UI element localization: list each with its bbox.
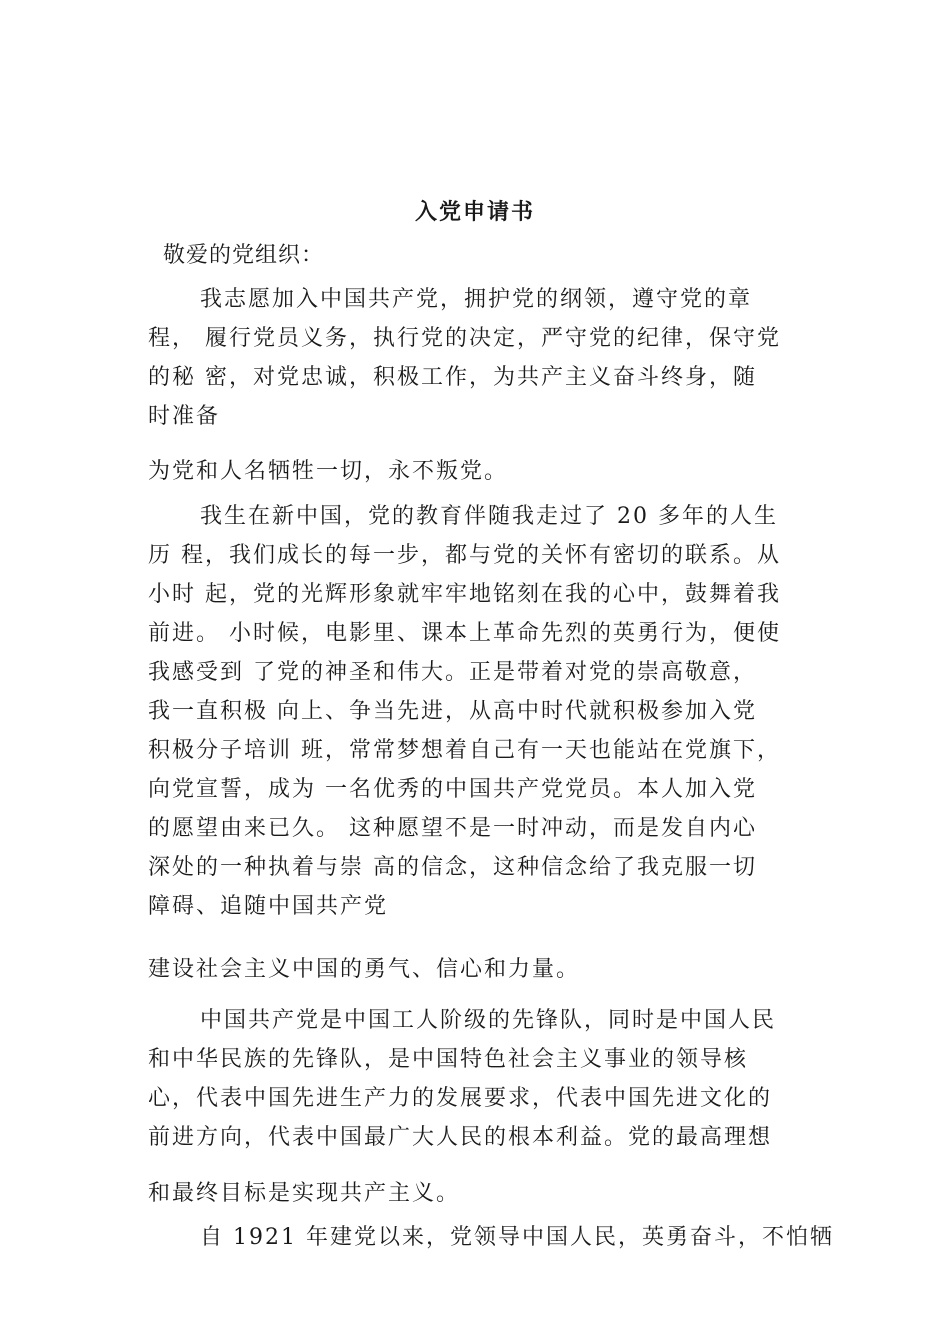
paragraph-continuation-2 xyxy=(148,950,813,989)
paragraph-line: 障碍、追随中国共产党 xyxy=(148,894,389,919)
paragraph-line: 心，代表中国先进生产力的发展要求，代表中国先进文化的 xyxy=(148,1086,773,1111)
paragraph-continuation-3 xyxy=(148,1174,813,1213)
document-title: 入党申请书 xyxy=(414,199,535,225)
paragraph-line: 和中华民族的先锋队，是中国特色社会主义事业的领导核 xyxy=(148,1047,749,1072)
paragraph-1 xyxy=(148,280,813,436)
paragraph-line: 自 1921 年建党以来，党领导中国人民，英勇奋斗，不怕牺 xyxy=(200,1225,834,1250)
paragraph-line: 积极分子培训 班，常常梦想着自己有一天也能站在党旗下， xyxy=(148,738,781,763)
paragraph-continuation-1 xyxy=(148,452,813,491)
paragraph-line: 时准备 xyxy=(148,404,221,429)
paragraph-line: 建设社会主义中国的勇气、信心和力量。 xyxy=(148,957,581,982)
paragraph-line: 我一直积极 向上、争当先进，从高中时代就积极参加入党 xyxy=(148,699,757,724)
salutation: 敬爱的党组织： xyxy=(163,243,325,268)
paragraph-line: 前进。 小时候，电影里、课本上革命先烈的英勇行为，便使 xyxy=(148,621,781,646)
paragraph-line: 我感受到 了党的神圣和伟大。正是带着对党的崇高敬意， xyxy=(148,660,757,685)
paragraph-line: 前进方向，代表中国最广大人民的根本利益。党的最高理想 xyxy=(148,1125,773,1150)
paragraph-line: 我志愿加入中国共产党，拥护党的纲领，遵守党的章 xyxy=(200,287,753,312)
paragraph-line: 为党和人名牺牲一切，永不叛党。 xyxy=(148,459,509,484)
paragraph-line: 向党宣誓，成为 一名优秀的中国共产党党员。本人加入党 xyxy=(148,777,757,802)
paragraph-line: 程， 履行党员义务，执行党的决定，严守党的纪律，保守党 xyxy=(148,326,781,351)
paragraph-line: 小时 起，党的光辉形象就牢牢地铭刻在我的心中，鼓舞着我 xyxy=(148,582,781,607)
paragraph-line: 我生在新中国，党的教育伴随我走过了 20 多年的人生 xyxy=(200,504,778,529)
paragraph-line: 的愿望由来已久。 这种愿望不是一时冲动，而是发自内心 xyxy=(148,816,757,841)
paragraph-line: 历 程，我们成长的每一步，都与党的关怀有密切的联系。从 xyxy=(148,543,781,568)
paragraph-line: 的秘 密，对党忠诚，积极工作，为共产主义奋斗终身，随 xyxy=(148,365,757,390)
paragraph-line: 中国共产党是中国工人阶级的先锋队，同时是中国人民 xyxy=(200,1008,777,1033)
paragraph-2 xyxy=(148,497,813,926)
paragraph-line: 深处的一种执着与崇 高的信念，这种信念给了我克服一切 xyxy=(148,855,757,880)
paragraph-3 xyxy=(148,1001,813,1157)
paragraph-4 xyxy=(148,1218,834,1257)
paragraph-line: 和最终目标是实现共产主义。 xyxy=(148,1181,461,1206)
